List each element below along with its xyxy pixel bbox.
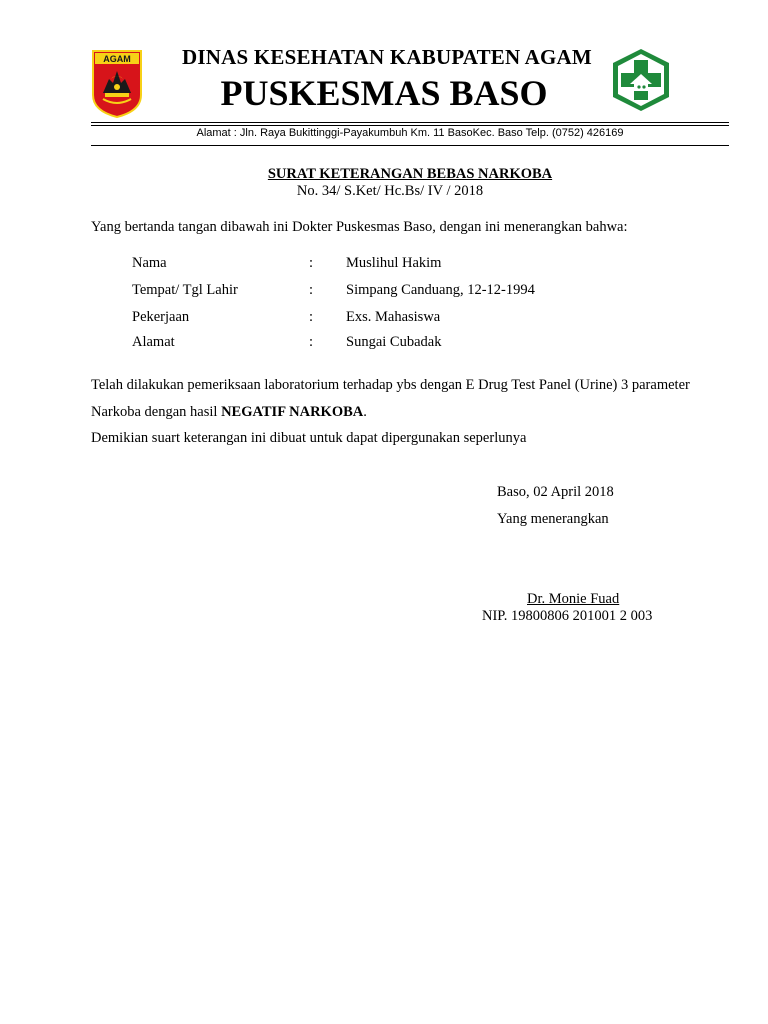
field-separator: : bbox=[309, 282, 314, 298]
test-result: NEGATIF NARKOBA bbox=[221, 404, 364, 420]
field-label: Tempat/ Tgl Lahir bbox=[132, 282, 238, 298]
body-paragraph bbox=[91, 404, 367, 421]
signer-role: Yang menerangkan bbox=[497, 511, 609, 527]
closing-paragraph: Demikian suart keterangan ini dibuat untuk dapat dipergunakan seperlunya bbox=[91, 430, 527, 446]
letter-number: No. 34/ S.Ket/ Hc.Bs/ IV / 2018 bbox=[296, 183, 484, 199]
organization-name: PUSKESMAS BASO bbox=[220, 73, 548, 113]
field-value: Exs. Mahasiswa bbox=[346, 309, 441, 325]
body-text: . bbox=[363, 404, 367, 420]
field-value: Simpang Canduang, 12-12-1994 bbox=[346, 282, 535, 298]
body-paragraph: Telah dilakukan pemeriksaan laboratorium terhadap ybs dengan E Drug Test Panel (Urine) 3 parameter bbox=[91, 377, 690, 393]
letter-title-text: SURAT KETERANGAN BEBAS NARKOBA bbox=[267, 166, 553, 182]
signer-nip: NIP. 19800806 201001 2 003 bbox=[482, 608, 653, 624]
place-date: Baso, 02 April 2018 bbox=[497, 484, 614, 500]
field-label: Alamat bbox=[132, 334, 175, 350]
crest-label: AGAM bbox=[103, 54, 131, 64]
field-label: Nama bbox=[132, 255, 167, 271]
field-separator: : bbox=[309, 255, 314, 271]
field-value: Muslihul Hakim bbox=[346, 255, 442, 271]
header-divider bbox=[91, 122, 729, 123]
letter-title bbox=[0, 166, 768, 183]
field-label: Pekerjaan bbox=[132, 309, 190, 325]
body-text: Narkoba dengan hasil bbox=[91, 404, 222, 420]
signer-name: Dr. Monie Fuad bbox=[527, 591, 620, 607]
field-separator: : bbox=[309, 334, 314, 350]
header-divider bbox=[91, 145, 729, 146]
intro-paragraph: Yang bertanda tangan dibawah ini Dokter Puskesmas Baso, dengan ini menerangkan bahwa: bbox=[91, 219, 628, 235]
organization-address: Alamat : Jln. Raya Bukittinggi-Payakumbuh Km. 11 BasoKec. Baso Telp. (0752) 426169 bbox=[196, 127, 624, 139]
department-name: DINAS KESEHATAN KABUPATEN AGAM bbox=[182, 45, 592, 69]
field-separator: : bbox=[309, 309, 314, 325]
header-divider bbox=[91, 125, 729, 126]
field-value: Sungai Cubadak bbox=[346, 334, 442, 350]
